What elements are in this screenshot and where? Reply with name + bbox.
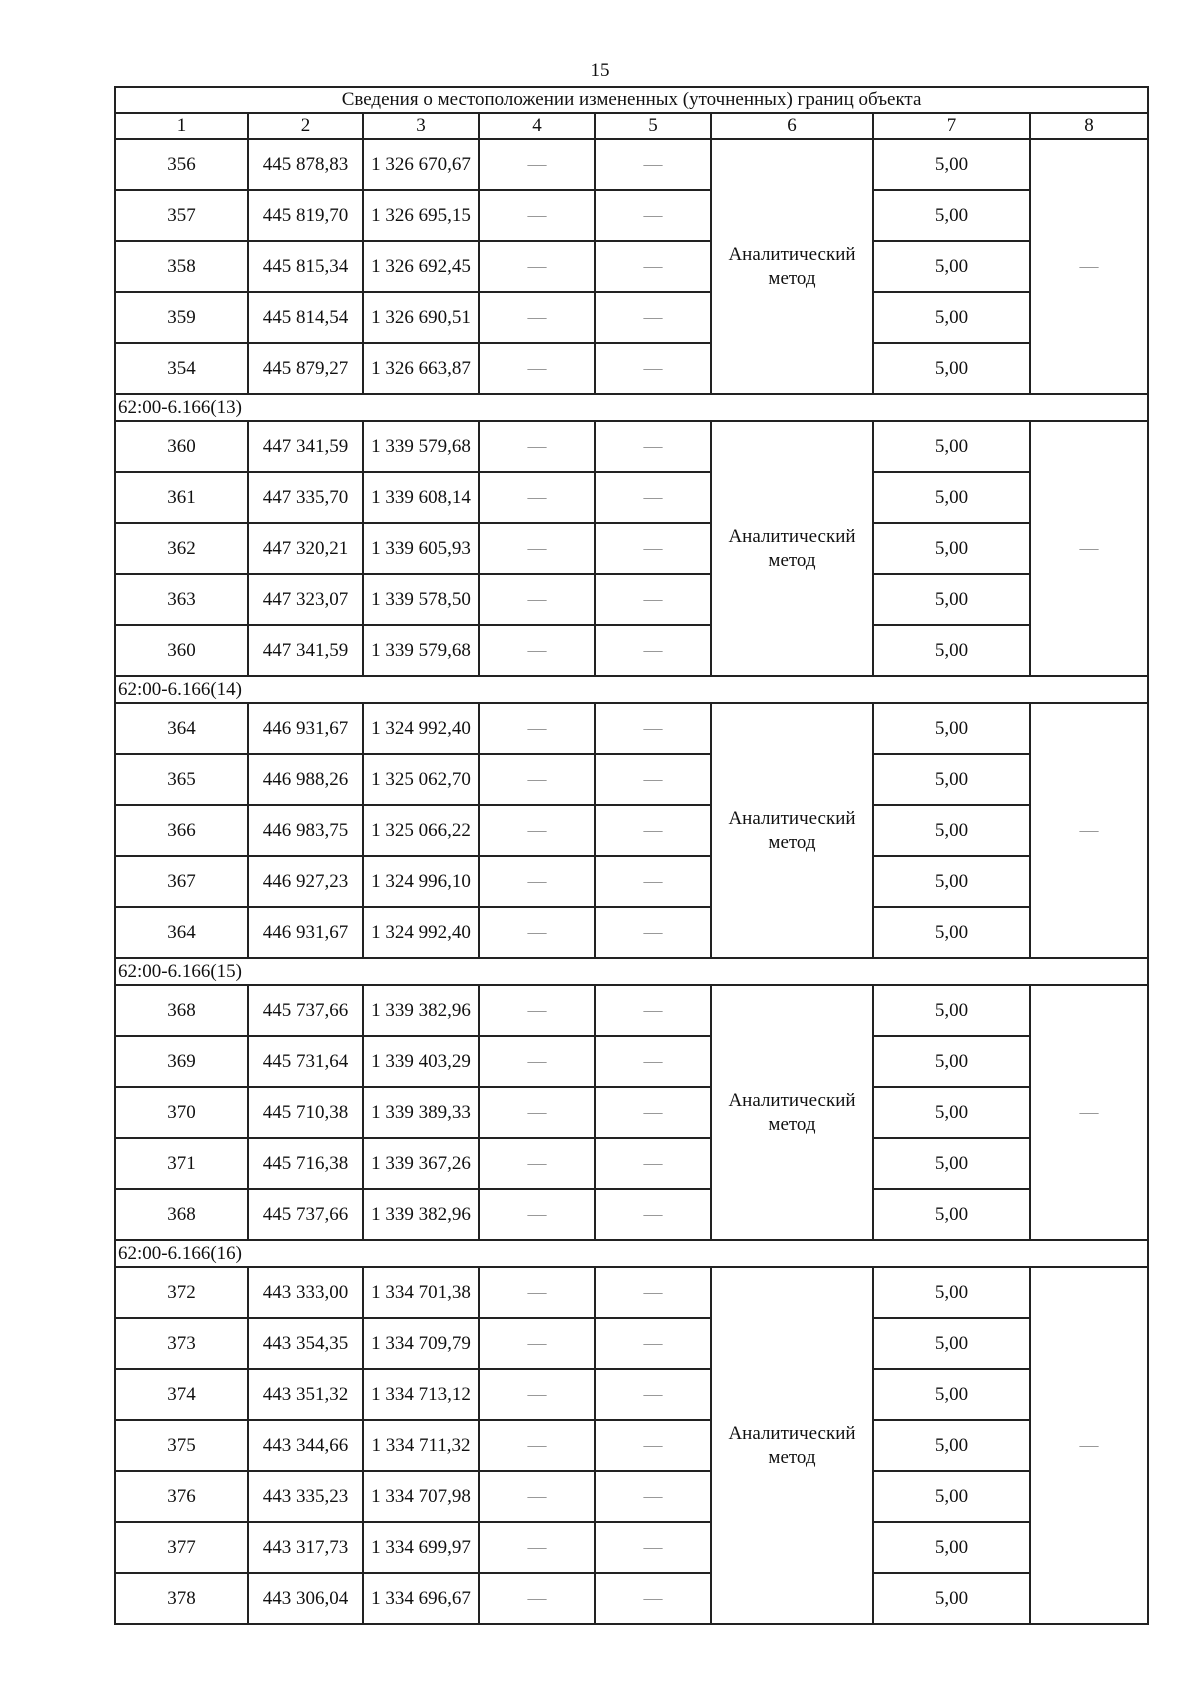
section-label: 62:00-6.166(14) [115,676,1148,703]
table-title-row [115,87,1148,113]
col5-value: — [595,523,711,574]
accuracy-value: 5,00 [873,856,1030,907]
coord-x: 446 927,23 [248,856,363,907]
table-row [115,523,1148,574]
accuracy-value: 5,00 [873,625,1030,676]
section-label: 62:00-6.166(13) [115,394,1148,421]
coord-x: 447 320,21 [248,523,363,574]
column-header: 7 [873,113,1030,139]
col5-value: — [595,1522,711,1573]
col5-value: — [595,1471,711,1522]
coord-y: 1 326 663,87 [363,343,479,394]
coord-x: 443 344,66 [248,1420,363,1471]
point-number: 373 [115,1318,248,1369]
point-number: 356 [115,139,248,190]
col5-value: — [595,139,711,190]
accuracy-value: 5,00 [873,1267,1030,1318]
table-row [115,139,1148,190]
col4-value: — [479,625,595,676]
coord-x: 443 306,04 [248,1573,363,1624]
column-header: 5 [595,113,711,139]
point-number: 370 [115,1087,248,1138]
accuracy-value: 5,00 [873,574,1030,625]
col4-value: — [479,472,595,523]
table-row [115,1522,1148,1573]
table-row [115,1036,1148,1087]
col8-value: — [1030,703,1148,958]
coord-y: 1 339 578,50 [363,574,479,625]
col4-value: — [479,343,595,394]
point-number: 358 [115,241,248,292]
point-number: 361 [115,472,248,523]
coord-y: 1 339 382,96 [363,985,479,1036]
accuracy-value: 5,00 [873,907,1030,958]
accuracy-value: 5,00 [873,1471,1030,1522]
accuracy-value: 5,00 [873,805,1030,856]
col4-value: — [479,1138,595,1189]
col5-value: — [595,1267,711,1318]
col5-value: — [595,574,711,625]
point-number: 369 [115,1036,248,1087]
table-row [115,1138,1148,1189]
col5-value: — [595,190,711,241]
point-number: 368 [115,985,248,1036]
table-row [115,292,1148,343]
coord-x: 445 814,54 [248,292,363,343]
col4-value: — [479,1420,595,1471]
column-header: 4 [479,113,595,139]
method-cell: Аналитический метод [711,703,873,958]
col5-value: — [595,292,711,343]
col5-value: — [595,703,711,754]
col4-value: — [479,907,595,958]
method-cell: Аналитический метод [711,139,873,394]
col4-value: — [479,190,595,241]
col8-value: — [1030,421,1148,676]
col4-value: — [479,574,595,625]
col4-value: — [479,1522,595,1573]
accuracy-value: 5,00 [873,1189,1030,1240]
table-row [115,907,1148,958]
col4-value: — [479,805,595,856]
point-number: 364 [115,907,248,958]
table-row [115,703,1148,754]
col5-value: — [595,1420,711,1471]
table-row [115,805,1148,856]
coord-x: 446 983,75 [248,805,363,856]
point-number: 366 [115,805,248,856]
col5-value: — [595,1189,711,1240]
coord-x: 443 317,73 [248,1522,363,1573]
coord-y: 1 326 690,51 [363,292,479,343]
coord-x: 445 879,27 [248,343,363,394]
col5-value: — [595,1138,711,1189]
coord-x: 447 341,59 [248,421,363,472]
point-number: 360 [115,421,248,472]
col4-value: — [479,139,595,190]
column-header: 8 [1030,113,1148,139]
section-label: 62:00-6.166(16) [115,1240,1148,1267]
col5-value: — [595,805,711,856]
coord-y: 1 339 389,33 [363,1087,479,1138]
table-row [115,1573,1148,1624]
accuracy-value: 5,00 [873,139,1030,190]
coord-y: 1 334 701,38 [363,1267,479,1318]
page-number: 15 [590,60,610,81]
coord-y: 1 325 062,70 [363,754,479,805]
col5-value: — [595,1573,711,1624]
column-header: 3 [363,113,479,139]
coord-x: 446 931,67 [248,907,363,958]
col4-value: — [479,1189,595,1240]
table-row [115,1189,1148,1240]
method-cell: Аналитический метод [711,421,873,676]
table-row [115,856,1148,907]
column-header: 2 [248,113,363,139]
point-number: 364 [115,703,248,754]
col5-value: — [595,1318,711,1369]
accuracy-value: 5,00 [873,1369,1030,1420]
section-header-row [115,1240,1148,1267]
col4-value: — [479,523,595,574]
coord-x: 443 354,35 [248,1318,363,1369]
coord-y: 1 339 579,68 [363,421,479,472]
col5-value: — [595,625,711,676]
coord-y: 1 334 709,79 [363,1318,479,1369]
point-number: 360 [115,625,248,676]
col8-value: — [1030,985,1148,1240]
col4-value: — [479,856,595,907]
col5-value: — [595,343,711,394]
column-header: 6 [711,113,873,139]
coord-y: 1 339 605,93 [363,523,479,574]
accuracy-value: 5,00 [873,343,1030,394]
col4-value: — [479,703,595,754]
coord-y: 1 334 711,32 [363,1420,479,1471]
column-header: 1 [115,113,248,139]
point-number: 367 [115,856,248,907]
coord-x: 447 335,70 [248,472,363,523]
accuracy-value: 5,00 [873,703,1030,754]
boundary-coordinates-table [114,86,1149,1625]
col8-value: — [1030,139,1148,394]
col5-value: — [595,421,711,472]
point-number: 368 [115,1189,248,1240]
point-number: 376 [115,1471,248,1522]
point-number: 363 [115,574,248,625]
coord-y: 1 326 692,45 [363,241,479,292]
table-row [115,1369,1148,1420]
coord-y: 1 324 992,40 [363,907,479,958]
accuracy-value: 5,00 [873,1573,1030,1624]
col8-value: — [1030,1267,1148,1624]
col5-value: — [595,1087,711,1138]
coord-x: 446 988,26 [248,754,363,805]
col4-value: — [479,1267,595,1318]
coord-y: 1 339 403,29 [363,1036,479,1087]
table-row [115,625,1148,676]
accuracy-value: 5,00 [873,1420,1030,1471]
coord-x: 443 333,00 [248,1267,363,1318]
coord-y: 1 339 579,68 [363,625,479,676]
accuracy-value: 5,00 [873,241,1030,292]
coord-x: 447 323,07 [248,574,363,625]
coord-y: 1 324 996,10 [363,856,479,907]
coord-x: 447 341,59 [248,625,363,676]
col4-value: — [479,1318,595,1369]
accuracy-value: 5,00 [873,472,1030,523]
table-title: Сведения о местоположении измененных (уточненных) границ объекта [115,87,1148,113]
table-row [115,985,1148,1036]
coord-x: 445 815,34 [248,241,363,292]
col5-value: — [595,856,711,907]
table-row [115,190,1148,241]
coord-y: 1 326 695,15 [363,190,479,241]
accuracy-value: 5,00 [873,1036,1030,1087]
table-row [115,574,1148,625]
accuracy-value: 5,00 [873,1318,1030,1369]
table-row [115,1087,1148,1138]
col5-value: — [595,907,711,958]
col5-value: — [595,1369,711,1420]
accuracy-value: 5,00 [873,523,1030,574]
coord-x: 445 731,64 [248,1036,363,1087]
col4-value: — [479,292,595,343]
coord-x: 443 351,32 [248,1369,363,1420]
coord-y: 1 324 992,40 [363,703,479,754]
accuracy-value: 5,00 [873,754,1030,805]
coord-y: 1 334 707,98 [363,1471,479,1522]
point-number: 354 [115,343,248,394]
accuracy-value: 5,00 [873,985,1030,1036]
point-number: 371 [115,1138,248,1189]
section-header-row [115,958,1148,985]
coord-y: 1 326 670,67 [363,139,479,190]
point-number: 375 [115,1420,248,1471]
col5-value: — [595,472,711,523]
col5-value: — [595,754,711,805]
section-label: 62:00-6.166(15) [115,958,1148,985]
point-number: 377 [115,1522,248,1573]
col5-value: — [595,985,711,1036]
coord-y: 1 339 367,26 [363,1138,479,1189]
accuracy-value: 5,00 [873,1087,1030,1138]
table-row [115,1267,1148,1318]
table-row [115,472,1148,523]
coord-x: 445 710,38 [248,1087,363,1138]
accuracy-value: 5,00 [873,1522,1030,1573]
col4-value: — [479,1036,595,1087]
col4-value: — [479,1087,595,1138]
col4-value: — [479,1573,595,1624]
col5-value: — [595,1036,711,1087]
accuracy-value: 5,00 [873,421,1030,472]
coord-x: 445 819,70 [248,190,363,241]
col4-value: — [479,985,595,1036]
method-cell: Аналитический метод [711,985,873,1240]
point-number: 365 [115,754,248,805]
accuracy-value: 5,00 [873,190,1030,241]
coord-y: 1 325 066,22 [363,805,479,856]
point-number: 378 [115,1573,248,1624]
table-row [115,343,1148,394]
table-row [115,241,1148,292]
coord-x: 443 335,23 [248,1471,363,1522]
table-row [115,1471,1148,1522]
method-cell: Аналитический метод [711,1267,873,1624]
coord-x: 445 737,66 [248,985,363,1036]
table-row [115,421,1148,472]
coord-x: 446 931,67 [248,703,363,754]
table-row [115,754,1148,805]
accuracy-value: 5,00 [873,292,1030,343]
col5-value: — [595,241,711,292]
accuracy-value: 5,00 [873,1138,1030,1189]
coord-x: 445 737,66 [248,1189,363,1240]
col4-value: — [479,421,595,472]
table-row [115,1420,1148,1471]
point-number: 359 [115,292,248,343]
col4-value: — [479,1471,595,1522]
point-number: 357 [115,190,248,241]
point-number: 372 [115,1267,248,1318]
coord-y: 1 339 608,14 [363,472,479,523]
section-header-row [115,394,1148,421]
point-number: 362 [115,523,248,574]
section-header-row [115,676,1148,703]
coord-x: 445 716,38 [248,1138,363,1189]
table-row [115,1318,1148,1369]
point-number: 374 [115,1369,248,1420]
col4-value: — [479,1369,595,1420]
coord-y: 1 334 696,67 [363,1573,479,1624]
coord-x: 445 878,83 [248,139,363,190]
col4-value: — [479,754,595,805]
column-header-row [115,113,1148,139]
coord-y: 1 334 699,97 [363,1522,479,1573]
coord-y: 1 334 713,12 [363,1369,479,1420]
col4-value: — [479,241,595,292]
coord-y: 1 339 382,96 [363,1189,479,1240]
